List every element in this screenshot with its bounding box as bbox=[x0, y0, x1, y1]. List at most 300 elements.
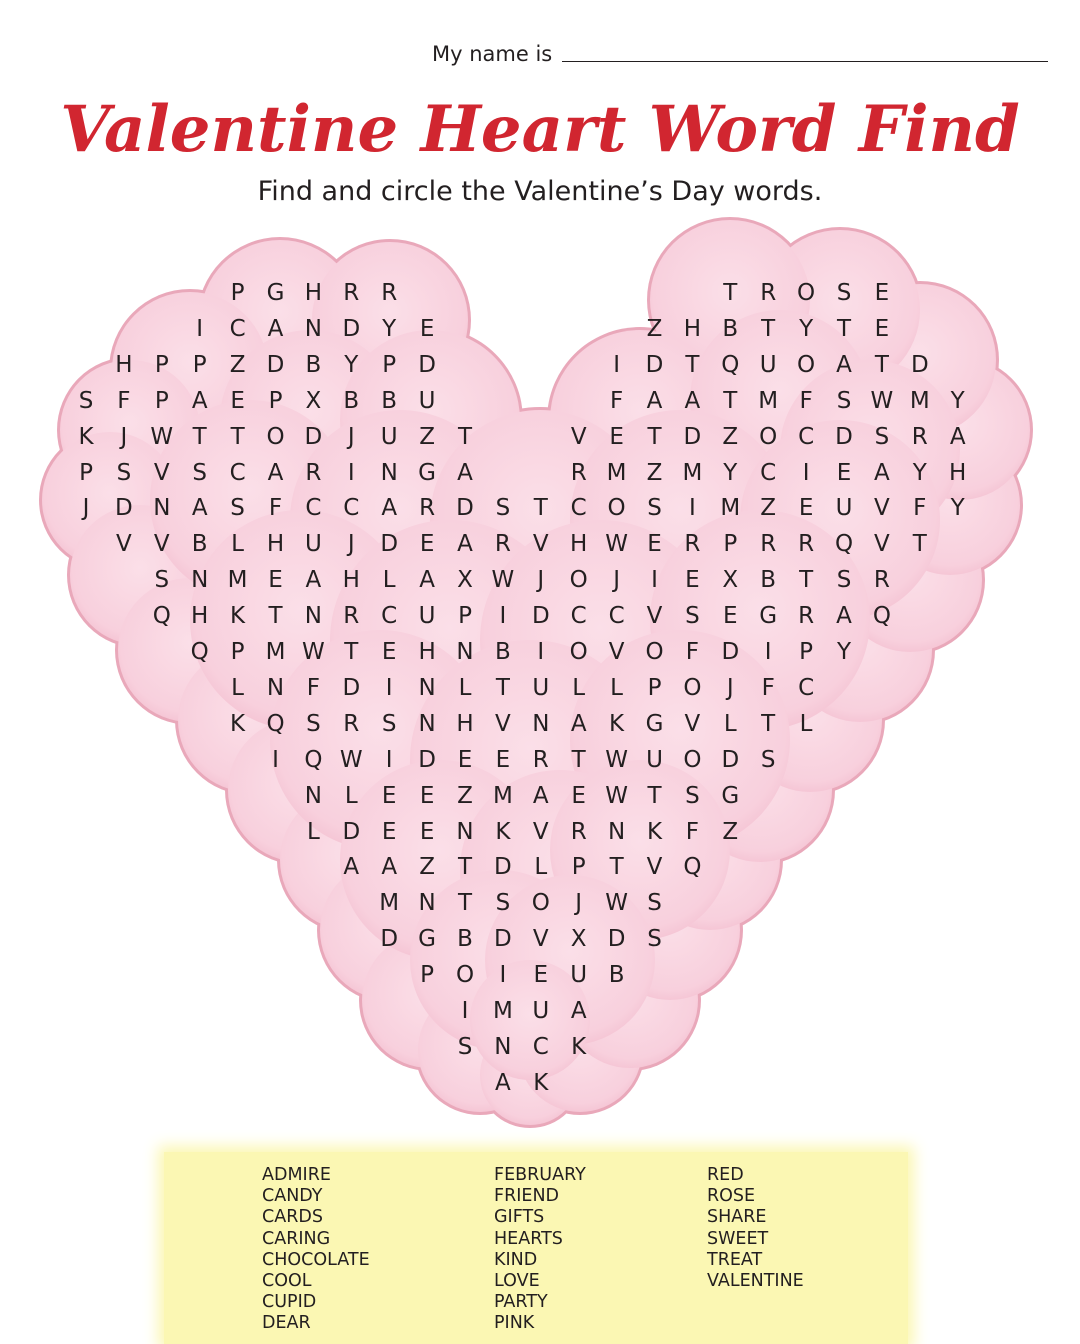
grid-letter[interactable]: N bbox=[304, 782, 322, 809]
grid-letter[interactable]: D bbox=[910, 351, 929, 378]
grid-letter[interactable]: J bbox=[537, 567, 545, 594]
grid-letter[interactable]: S bbox=[495, 890, 511, 917]
grid-letter[interactable]: N bbox=[418, 674, 436, 701]
grid-letter[interactable]: R bbox=[343, 280, 360, 306]
grid-letter[interactable]: T bbox=[912, 531, 927, 558]
grid-letter[interactable]: P bbox=[154, 387, 169, 414]
grid-letter[interactable]: I bbox=[272, 746, 279, 773]
grid-letter[interactable]: E bbox=[419, 315, 435, 342]
grid-letter[interactable]: L bbox=[799, 710, 813, 737]
grid-letter[interactable]: I bbox=[651, 567, 658, 594]
grid-letter[interactable]: D bbox=[607, 926, 626, 953]
grid-letter[interactable]: N bbox=[191, 567, 209, 594]
grid-letter[interactable]: C bbox=[760, 459, 777, 486]
grid-letter[interactable]: S bbox=[836, 567, 852, 594]
grid-letter[interactable]: F bbox=[913, 495, 927, 522]
grid-letter[interactable]: U bbox=[304, 531, 322, 558]
grid-letter[interactable]: S bbox=[306, 710, 321, 737]
grid-letter[interactable]: E bbox=[533, 962, 549, 989]
grid-letter[interactable]: P bbox=[230, 639, 245, 665]
grid-letter[interactable]: N bbox=[532, 710, 550, 737]
grid-letter[interactable]: U bbox=[418, 387, 436, 414]
grid-letter[interactable]: T bbox=[723, 280, 738, 306]
grid-letter[interactable]: Y bbox=[950, 495, 965, 522]
grid-letter[interactable]: L bbox=[231, 531, 244, 558]
grid-letter[interactable]: R bbox=[532, 746, 549, 773]
grid-letter[interactable]: X bbox=[305, 387, 322, 414]
grid-letter[interactable]: I bbox=[347, 459, 355, 486]
grid-letter[interactable]: D bbox=[645, 351, 664, 378]
grid-letter[interactable]: I bbox=[499, 603, 507, 630]
grid-letter[interactable]: W bbox=[302, 639, 325, 665]
grid-letter[interactable]: I bbox=[688, 495, 696, 522]
grid-letter[interactable]: Y bbox=[836, 639, 852, 665]
grid-letter[interactable]: Q bbox=[721, 351, 740, 378]
grid-letter[interactable]: I bbox=[613, 351, 620, 378]
grid-letter[interactable]: M bbox=[909, 387, 930, 414]
grid-letter[interactable]: A bbox=[191, 387, 208, 414]
grid-letter[interactable]: D bbox=[266, 351, 285, 378]
grid-letter[interactable]: E bbox=[495, 746, 511, 773]
grid-letter[interactable]: B bbox=[760, 567, 777, 594]
grid-letter[interactable]: O bbox=[455, 962, 475, 989]
grid-letter[interactable]: A bbox=[419, 567, 435, 594]
grid-letter[interactable]: V bbox=[608, 639, 625, 665]
grid-letter[interactable]: Z bbox=[646, 459, 663, 486]
grid-letter[interactable]: Z bbox=[722, 423, 739, 450]
grid-letter[interactable]: L bbox=[382, 567, 396, 594]
grid-letter[interactable]: N bbox=[418, 890, 436, 917]
grid-letter[interactable]: V bbox=[116, 531, 132, 558]
grid-letter[interactable]: D bbox=[380, 531, 399, 558]
grid-letter[interactable]: N bbox=[153, 495, 171, 522]
grid-letter[interactable]: W bbox=[605, 782, 628, 809]
grid-letter[interactable]: B bbox=[343, 387, 360, 414]
grid-letter[interactable]: U bbox=[532, 998, 550, 1024]
grid-letter[interactable]: J bbox=[575, 890, 583, 917]
grid-letter[interactable]: M bbox=[492, 782, 513, 809]
grid-letter[interactable]: O bbox=[569, 567, 588, 594]
grid-letter[interactable]: C bbox=[570, 495, 587, 522]
grid-letter[interactable]: R bbox=[570, 818, 587, 845]
grid-letter[interactable]: P bbox=[723, 531, 738, 558]
grid-letter[interactable]: E bbox=[419, 782, 435, 809]
grid-letter[interactable]: A bbox=[381, 854, 398, 881]
grid-letter[interactable]: N bbox=[380, 459, 398, 486]
grid-letter[interactable]: Q bbox=[152, 603, 171, 630]
grid-letter[interactable]: O bbox=[531, 890, 550, 917]
grid-letter[interactable]: V bbox=[153, 459, 170, 486]
grid-letter[interactable]: H bbox=[115, 351, 133, 378]
grid-letter[interactable]: P bbox=[420, 962, 435, 989]
grid-letter[interactable]: I bbox=[385, 746, 393, 773]
grid-letter[interactable]: K bbox=[495, 818, 511, 845]
grid-letter[interactable]: V bbox=[532, 818, 549, 845]
grid-letter[interactable]: E bbox=[874, 315, 890, 342]
grid-letter[interactable]: T bbox=[192, 423, 207, 450]
grid-letter[interactable]: D bbox=[342, 818, 361, 845]
grid-letter[interactable]: B bbox=[495, 639, 511, 665]
grid-letter[interactable]: E bbox=[723, 603, 738, 630]
grid-letter[interactable]: A bbox=[684, 387, 701, 414]
grid-letter[interactable]: F bbox=[685, 639, 699, 665]
grid-letter[interactable]: U bbox=[835, 495, 853, 522]
grid-letter[interactable]: W bbox=[870, 387, 894, 414]
grid-letter[interactable]: U bbox=[570, 962, 588, 989]
grid-letter[interactable]: F bbox=[799, 387, 813, 414]
grid-letter[interactable]: R bbox=[343, 603, 360, 630]
grid-letter[interactable]: C bbox=[381, 603, 398, 630]
grid-letter[interactable]: C bbox=[305, 495, 322, 522]
grid-letter[interactable]: O bbox=[607, 495, 626, 522]
grid-letter[interactable]: L bbox=[344, 782, 358, 809]
grid-letter[interactable]: O bbox=[797, 280, 816, 306]
grid-letter[interactable]: O bbox=[759, 423, 778, 450]
grid-letter[interactable]: V bbox=[646, 854, 663, 881]
grid-letter[interactable]: T bbox=[836, 315, 852, 342]
grid-letter[interactable]: I bbox=[537, 639, 545, 665]
grid-letter[interactable]: M bbox=[227, 567, 248, 594]
grid-letter[interactable]: D bbox=[304, 423, 323, 450]
grid-letter[interactable]: S bbox=[154, 567, 170, 594]
grid-letter[interactable]: Q bbox=[834, 531, 854, 558]
grid-letter[interactable]: M bbox=[265, 639, 286, 665]
grid-letter[interactable]: A bbox=[570, 710, 587, 737]
grid-letter[interactable]: G bbox=[759, 603, 778, 630]
grid-letter[interactable]: X bbox=[457, 567, 473, 594]
grid-letter[interactable]: A bbox=[570, 998, 587, 1024]
grid-letter[interactable]: R bbox=[873, 567, 890, 594]
grid-letter[interactable]: E bbox=[571, 782, 586, 809]
grid-letter[interactable]: O bbox=[683, 674, 702, 701]
grid-letter[interactable]: J bbox=[347, 423, 355, 450]
grid-letter[interactable]: Z bbox=[419, 423, 435, 450]
grid-letter[interactable]: L bbox=[306, 818, 320, 845]
grid-letter[interactable]: A bbox=[457, 531, 473, 558]
grid-letter[interactable]: R bbox=[760, 531, 777, 558]
grid-letter[interactable]: Z bbox=[722, 818, 739, 845]
grid-letter[interactable]: R bbox=[798, 603, 815, 630]
grid-letter[interactable]: V bbox=[532, 926, 549, 953]
grid-letter[interactable]: T bbox=[685, 351, 700, 378]
grid-letter[interactable]: D bbox=[494, 926, 512, 953]
grid-letter[interactable]: A bbox=[874, 459, 890, 486]
grid-letter[interactable]: A bbox=[836, 603, 852, 630]
grid-letter[interactable]: H bbox=[683, 315, 702, 342]
grid-letter[interactable]: R bbox=[570, 459, 587, 486]
grid-letter[interactable]: T bbox=[723, 387, 738, 414]
grid-letter[interactable]: E bbox=[798, 495, 814, 522]
grid-letter[interactable]: F bbox=[306, 674, 320, 701]
grid-letter[interactable]: P bbox=[382, 351, 397, 378]
grid-letter[interactable]: L bbox=[572, 674, 586, 701]
grid-letter[interactable]: M bbox=[758, 387, 779, 414]
grid-letter[interactable]: P bbox=[192, 351, 207, 378]
grid-letter[interactable]: O bbox=[797, 351, 816, 378]
grid-letter[interactable]: Z bbox=[229, 351, 246, 378]
grid-letter[interactable]: I bbox=[802, 459, 810, 486]
grid-letter[interactable]: P bbox=[647, 674, 662, 701]
grid-letter[interactable]: E bbox=[381, 782, 397, 809]
grid-letter[interactable]: T bbox=[761, 710, 776, 737]
grid-letter[interactable]: S bbox=[760, 746, 776, 773]
grid-letter[interactable]: C bbox=[798, 423, 815, 450]
grid-letter[interactable]: S bbox=[685, 603, 700, 630]
grid-letter[interactable]: O bbox=[683, 746, 702, 773]
grid-letter[interactable]: O bbox=[266, 423, 285, 450]
grid-letter[interactable]: S bbox=[230, 495, 245, 522]
grid-letter[interactable]: M bbox=[379, 890, 400, 917]
grid-letter[interactable]: O bbox=[645, 639, 664, 665]
grid-letter[interactable]: E bbox=[230, 387, 245, 414]
grid-letter[interactable]: D bbox=[531, 603, 550, 630]
grid-letter[interactable]: L bbox=[458, 674, 472, 701]
grid-letter[interactable]: Y bbox=[723, 459, 738, 486]
grid-letter[interactable]: L bbox=[723, 710, 737, 737]
grid-letter[interactable]: T bbox=[874, 351, 889, 378]
grid-letter[interactable]: Y bbox=[382, 315, 397, 342]
grid-letter[interactable]: P bbox=[154, 351, 169, 378]
grid-letter[interactable]: B bbox=[608, 962, 625, 989]
grid-letter[interactable]: M bbox=[682, 459, 703, 486]
grid-letter[interactable]: A bbox=[191, 495, 208, 522]
grid-letter[interactable]: H bbox=[191, 603, 209, 630]
grid-letter[interactable]: A bbox=[267, 459, 284, 486]
grid-letter[interactable]: I bbox=[764, 639, 772, 665]
grid-letter[interactable]: N bbox=[494, 1033, 512, 1060]
grid-letter[interactable]: I bbox=[461, 998, 469, 1024]
grid-letter[interactable]: T bbox=[268, 603, 283, 630]
grid-letter[interactable]: N bbox=[266, 674, 285, 701]
grid-letter[interactable]: E bbox=[836, 459, 852, 486]
grid-letter[interactable]: L bbox=[610, 674, 623, 701]
grid-letter[interactable]: A bbox=[457, 459, 473, 486]
grid-letter[interactable]: P bbox=[799, 639, 814, 665]
grid-letter[interactable]: S bbox=[874, 423, 890, 450]
grid-letter[interactable]: Q bbox=[683, 854, 702, 881]
grid-letter[interactable]: K bbox=[78, 423, 94, 450]
grid-letter[interactable]: W bbox=[150, 423, 174, 450]
grid-letter[interactable]: D bbox=[418, 746, 436, 773]
grid-letter[interactable]: K bbox=[230, 603, 246, 630]
grid-letter[interactable]: R bbox=[684, 531, 701, 558]
grid-letter[interactable]: J bbox=[726, 674, 734, 701]
grid-letter[interactable]: C bbox=[570, 603, 587, 630]
grid-letter[interactable]: T bbox=[457, 854, 473, 881]
grid-letter[interactable]: R bbox=[911, 423, 928, 450]
grid-letter[interactable]: C bbox=[229, 315, 246, 342]
grid-letter[interactable]: F bbox=[685, 818, 699, 845]
grid-letter[interactable]: A bbox=[646, 387, 663, 414]
grid-letter[interactable]: W bbox=[605, 746, 628, 773]
grid-letter[interactable]: A bbox=[343, 854, 360, 881]
grid-letter[interactable]: J bbox=[82, 495, 90, 522]
grid-letter[interactable]: A bbox=[495, 1069, 511, 1096]
grid-letter[interactable]: E bbox=[874, 280, 890, 306]
grid-letter[interactable]: T bbox=[230, 423, 245, 450]
grid-letter[interactable]: J bbox=[613, 567, 620, 594]
grid-letter[interactable]: D bbox=[721, 639, 740, 665]
grid-letter[interactable]: I bbox=[196, 315, 204, 342]
grid-letter[interactable]: F bbox=[268, 495, 283, 522]
grid-letter[interactable]: T bbox=[647, 782, 662, 809]
grid-letter[interactable]: T bbox=[344, 639, 359, 665]
grid-letter[interactable]: J bbox=[347, 531, 355, 558]
grid-letter[interactable]: H bbox=[342, 567, 360, 594]
grid-letter[interactable]: Q bbox=[304, 746, 323, 773]
grid-letter[interactable]: Q bbox=[190, 639, 209, 665]
grid-letter[interactable]: T bbox=[799, 567, 814, 594]
grid-letter[interactable]: C bbox=[532, 1033, 549, 1060]
grid-letter[interactable]: G bbox=[418, 459, 436, 486]
grid-letter[interactable]: S bbox=[495, 495, 511, 522]
grid-letter[interactable]: R bbox=[419, 495, 436, 522]
grid-letter[interactable]: S bbox=[836, 280, 852, 306]
grid-letter[interactable]: D bbox=[380, 926, 399, 953]
grid-letter[interactable]: L bbox=[231, 674, 244, 701]
grid-letter[interactable]: Z bbox=[457, 782, 473, 809]
grid-letter[interactable]: V bbox=[646, 603, 663, 630]
grid-letter[interactable]: W bbox=[339, 746, 363, 773]
grid-letter[interactable]: H bbox=[304, 280, 323, 306]
grid-letter[interactable]: C bbox=[229, 459, 246, 486]
grid-letter[interactable]: V bbox=[874, 531, 890, 558]
grid-letter[interactable]: K bbox=[571, 1033, 587, 1060]
grid-letter[interactable]: W bbox=[491, 567, 515, 594]
grid-letter[interactable]: N bbox=[456, 818, 474, 845]
grid-letter[interactable]: U bbox=[532, 674, 550, 701]
grid-letter[interactable]: K bbox=[230, 710, 246, 737]
grid-letter[interactable]: B bbox=[191, 531, 208, 558]
grid-letter[interactable]: D bbox=[342, 674, 361, 701]
grid-letter[interactable]: L bbox=[534, 854, 548, 881]
grid-letter[interactable]: S bbox=[647, 495, 662, 522]
grid-letter[interactable]: F bbox=[761, 674, 775, 701]
grid-letter[interactable]: V bbox=[874, 495, 890, 522]
grid-letter[interactable]: B bbox=[722, 315, 739, 342]
grid-letter[interactable]: S bbox=[836, 387, 852, 414]
grid-letter[interactable]: F bbox=[117, 387, 131, 414]
grid-letter[interactable]: D bbox=[721, 746, 740, 773]
grid-letter[interactable]: I bbox=[499, 962, 507, 989]
grid-letter[interactable]: Y bbox=[799, 315, 814, 342]
grid-letter[interactable]: G bbox=[266, 280, 285, 306]
grid-letter[interactable]: E bbox=[685, 567, 700, 594]
grid-letter[interactable]: Z bbox=[419, 854, 435, 881]
grid-letter[interactable]: N bbox=[456, 639, 474, 665]
grid-letter[interactable]: P bbox=[571, 854, 586, 881]
grid-letter[interactable]: H bbox=[418, 639, 436, 665]
grid-letter[interactable]: E bbox=[268, 567, 283, 594]
grid-letter[interactable]: R bbox=[760, 280, 777, 306]
grid-letter[interactable]: P bbox=[458, 603, 472, 630]
grid-letter[interactable]: G bbox=[645, 710, 664, 737]
grid-letter[interactable]: T bbox=[761, 315, 776, 342]
grid-letter[interactable]: N bbox=[418, 710, 436, 737]
grid-letter[interactable]: Z bbox=[646, 315, 663, 342]
grid-letter[interactable]: A bbox=[532, 782, 549, 809]
grid-letter[interactable]: V bbox=[570, 423, 587, 450]
grid-letter[interactable]: R bbox=[798, 531, 815, 558]
grid-letter[interactable]: U bbox=[759, 351, 777, 378]
grid-letter[interactable]: G bbox=[418, 926, 436, 953]
grid-letter[interactable]: C bbox=[798, 674, 815, 701]
grid-letter[interactable]: P bbox=[230, 280, 245, 306]
grid-letter[interactable]: K bbox=[646, 818, 663, 845]
grid-letter[interactable]: R bbox=[343, 710, 360, 737]
grid-letter[interactable]: D bbox=[418, 351, 436, 378]
grid-letter[interactable]: U bbox=[418, 603, 436, 630]
grid-letter[interactable]: S bbox=[685, 782, 700, 809]
grid-letter[interactable]: D bbox=[494, 854, 512, 881]
grid-letter[interactable]: N bbox=[304, 603, 322, 630]
grid-letter[interactable]: V bbox=[684, 710, 701, 737]
grid-letter[interactable]: M bbox=[492, 998, 513, 1024]
grid-letter[interactable]: S bbox=[78, 387, 94, 414]
grid-letter[interactable]: T bbox=[495, 674, 510, 701]
grid-letter[interactable]: V bbox=[153, 531, 170, 558]
grid-letter[interactable]: U bbox=[380, 423, 398, 450]
grid-letter[interactable]: X bbox=[570, 926, 587, 953]
grid-letter[interactable]: C bbox=[343, 495, 360, 522]
grid-letter[interactable]: R bbox=[381, 280, 398, 306]
grid-letter[interactable]: E bbox=[381, 639, 397, 665]
grid-letter[interactable]: Y bbox=[950, 387, 965, 414]
grid-letter[interactable]: D bbox=[342, 315, 361, 342]
grid-letter[interactable]: A bbox=[836, 351, 852, 378]
grid-letter[interactable]: B bbox=[457, 926, 473, 953]
grid-letter[interactable]: N bbox=[607, 818, 626, 845]
grid-letter[interactable]: R bbox=[305, 459, 322, 486]
grid-letter[interactable]: P bbox=[268, 387, 283, 414]
grid-letter[interactable]: U bbox=[646, 746, 663, 773]
grid-letter[interactable]: K bbox=[533, 1069, 549, 1096]
grid-letter[interactable]: T bbox=[647, 423, 662, 450]
grid-letter[interactable]: Y bbox=[344, 351, 359, 378]
grid-letter[interactable]: D bbox=[115, 495, 133, 522]
grid-letter[interactable]: A bbox=[381, 495, 398, 522]
grid-letter[interactable]: E bbox=[381, 818, 397, 845]
grid-letter[interactable]: S bbox=[116, 459, 132, 486]
grid-letter[interactable]: W bbox=[605, 531, 628, 558]
grid-letter[interactable]: E bbox=[419, 531, 435, 558]
grid-letter[interactable]: G bbox=[721, 782, 740, 809]
grid-letter[interactable]: C bbox=[608, 603, 625, 630]
grid-letter[interactable]: T bbox=[457, 423, 473, 450]
grid-letter[interactable]: V bbox=[532, 531, 549, 558]
grid-letter[interactable]: X bbox=[722, 567, 739, 594]
grid-letter[interactable]: Z bbox=[760, 495, 777, 522]
grid-letter[interactable]: N bbox=[304, 315, 322, 342]
grid-letter[interactable]: K bbox=[609, 710, 625, 737]
grid-letter[interactable]: R bbox=[494, 531, 511, 558]
grid-letter[interactable]: D bbox=[683, 423, 702, 450]
grid-letter[interactable]: S bbox=[457, 1033, 473, 1060]
grid-letter[interactable]: Q bbox=[872, 603, 891, 630]
grid-letter[interactable]: M bbox=[720, 495, 741, 522]
grid-letter[interactable]: A bbox=[305, 567, 322, 594]
grid-letter[interactable]: T bbox=[533, 495, 548, 522]
grid-letter[interactable]: B bbox=[305, 351, 322, 378]
grid-letter[interactable]: A bbox=[267, 315, 284, 342]
grid-letter[interactable]: F bbox=[609, 387, 624, 414]
grid-letter[interactable]: H bbox=[949, 459, 967, 486]
grid-letter[interactable]: H bbox=[570, 531, 588, 558]
grid-letter[interactable]: H bbox=[266, 531, 285, 558]
grid-letter[interactable]: S bbox=[647, 890, 662, 917]
grid-letter[interactable]: H bbox=[456, 710, 474, 737]
grid-letter[interactable]: E bbox=[609, 423, 624, 450]
